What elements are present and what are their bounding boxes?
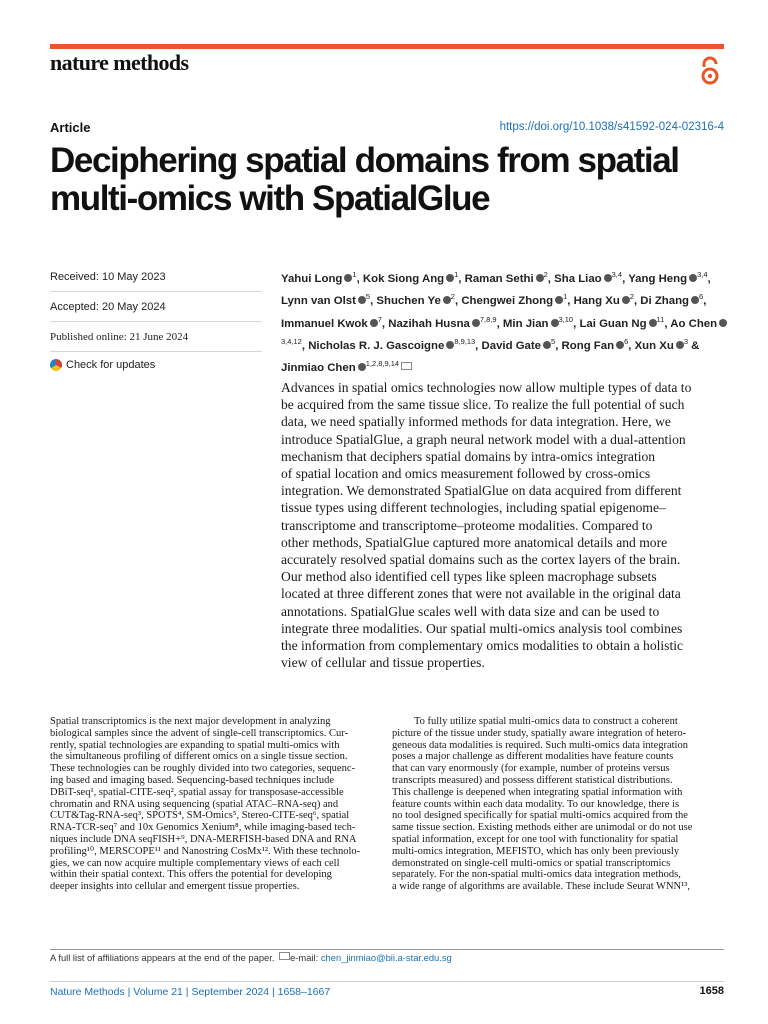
author[interactable] — [579, 314, 665, 330]
orcid-icon[interactable] — [555, 296, 563, 304]
text-line: the information from complementary omics modalities to obtain a holistic — [281, 638, 684, 654]
author-affiliation-sup: 3,4,12 — [281, 337, 302, 347]
author-separator: , — [496, 317, 503, 330]
author-separator: , — [370, 295, 377, 308]
author-separator: , — [622, 272, 629, 285]
author-separator: , — [703, 295, 707, 308]
text-line: that can vary enormously (for example, number of proteins versus — [392, 763, 670, 775]
text-line: profiling¹⁰, MERSCOPE¹¹ and Nanostring CosMx¹². With these technolo- — [50, 845, 361, 857]
author-affiliation-sup: 3 — [683, 337, 688, 347]
text-line: spatial information, except for one tool with functionality for spatial — [392, 833, 679, 845]
published-date: Published online: 21 June 2024 — [50, 322, 262, 352]
orcid-icon[interactable] — [472, 319, 480, 327]
author[interactable] — [388, 314, 497, 330]
author-name: Lynn van Olst — [281, 295, 356, 308]
text-line: deeper insights into cellular and emergent tissue properties. — [50, 881, 300, 893]
orcid-icon[interactable] — [676, 341, 684, 349]
author[interactable] — [464, 270, 548, 285]
text-line: ing based and imaging based. Sequencing-based techniques include — [50, 774, 335, 786]
accepted-date: Accepted: 20 May 2024 — [50, 292, 262, 322]
text-line: same tissue section. Existing methods either are unimodal or do not use — [392, 822, 693, 834]
orcid-icon[interactable] — [370, 319, 378, 327]
orcid-icon[interactable] — [604, 274, 612, 282]
footer-divider — [50, 981, 724, 982]
author-affiliation-sup: 6 — [624, 337, 629, 347]
text-line: Spatial transcriptomics is the next major development in analyzing — [50, 716, 331, 727]
article-type-label: Article — [50, 120, 91, 135]
author[interactable] — [281, 292, 371, 308]
text-line: CUT&Tag-RNA-seq³, SPOTS⁴, SM-Omics⁵, Stereo-CITE-seq⁶, spatial — [50, 810, 350, 822]
page-number: 1658 — [699, 985, 724, 997]
text-line: transcriptome and transcriptome–proteome modalities. Compared to — [281, 517, 653, 533]
author[interactable] — [561, 337, 629, 352]
orcid-icon[interactable] — [358, 363, 366, 371]
text-line: poses a major challenge as different modalities have feature counts — [392, 751, 674, 763]
orcid-icon[interactable] — [446, 274, 454, 282]
author-separator: & — [687, 339, 700, 352]
orcid-icon[interactable] — [691, 296, 699, 304]
author-separator: , — [633, 295, 641, 308]
text-line: geneous data modalities is required. Such multi-omics data integration — [392, 739, 688, 751]
author-affiliation-sup: 5 — [551, 337, 556, 347]
author-separator: , — [567, 295, 574, 308]
received-date: Received: 10 May 2023 — [50, 262, 262, 292]
email-label: e-mail: — [290, 952, 319, 963]
header-accent-bar — [50, 44, 724, 49]
author-name: Sha Liao — [554, 272, 602, 285]
author-affiliation-sup: 5 — [365, 292, 371, 302]
author[interactable] — [628, 270, 708, 285]
check-updates-label: Check for updates — [66, 359, 156, 371]
author-affiliation-sup: 2 — [450, 292, 455, 302]
check-updates-button[interactable] — [50, 352, 262, 378]
text-line: tissue types using different technologies, including spatial epigenome– — [281, 500, 666, 516]
author-name: Yang Heng — [628, 272, 688, 285]
author-name: Nazihah Husna — [388, 317, 470, 330]
text-line: the simultaneous profiling of different omics on a single tissue section. — [50, 751, 348, 763]
author-name: Nicholas R. J. Gascoigne — [308, 339, 445, 352]
text-line: DBiT-seq¹, spatial-CITE-seq², spatial assay for transposase-accessible — [50, 786, 344, 798]
author[interactable] — [634, 337, 688, 352]
author-affiliation-sup: 7 — [377, 314, 382, 324]
author-separator: , — [454, 295, 462, 308]
author-affiliation-sup: 2 — [543, 270, 548, 279]
author-separator: , — [628, 339, 635, 352]
author[interactable] — [281, 270, 357, 285]
author-separator: , — [458, 272, 465, 285]
author-name: Shuchen Ye — [376, 295, 441, 308]
check-updates-icon — [50, 359, 62, 371]
text-line: separately. For the non-spatial multi-omics data integration methods, — [392, 869, 681, 881]
author[interactable] — [573, 292, 634, 308]
author[interactable] — [376, 292, 455, 308]
author-affiliation-sup: 2 — [629, 292, 634, 302]
text-line: a wide range of algorithms are available. These include Seurat WNN¹³, — [392, 881, 691, 893]
text-line: integrate three modalities. Our spatial multi-omics analysis tool combines — [281, 620, 683, 636]
author-name: Lai Guan Ng — [579, 317, 647, 330]
author-separator: , — [573, 317, 580, 330]
author-separator: , — [555, 339, 562, 352]
text-line: Advances in spatial omics technologies now allow multiple types of data to — [281, 380, 692, 395]
affiliations-note — [50, 952, 452, 963]
text-line: rently, spatial technologies are expanding to spatial multi-omics with — [50, 739, 340, 751]
author-name: Min Jian — [502, 317, 549, 330]
author-name: Di Zhang — [640, 295, 690, 308]
text-line: demonstrated on single-cell multi-omics or spatial transcriptomics — [392, 857, 671, 869]
orcid-icon[interactable] — [358, 296, 366, 304]
author-separator: , — [475, 339, 482, 352]
author[interactable] — [362, 270, 459, 285]
article-title — [50, 142, 730, 218]
orcid-icon[interactable] — [719, 319, 727, 327]
text-line: picture of the tissue under study, spatially aware integration of hetero- — [392, 727, 687, 739]
author-name: Hang Xu — [573, 295, 620, 308]
email-link[interactable]: chen_jinmiao@bii.a-star.edu.sg — [320, 952, 452, 963]
author-affiliation-sup: 1 — [563, 292, 568, 302]
author-separator: , — [381, 317, 389, 330]
author-list — [281, 266, 731, 378]
text-line: introduce SpatialGlue, a graph neural network model with a dual-attention — [281, 431, 686, 447]
author-affiliation-sup: 11 — [656, 314, 665, 324]
author[interactable] — [281, 314, 382, 330]
text-line: accurately resolved spatial domains such as the cortex layers of the brain. — [281, 552, 681, 568]
orcid-icon[interactable] — [551, 319, 559, 327]
text-line: To fully utilize spatial multi-omics data to construct a coherent — [414, 716, 678, 727]
body-column-right — [392, 716, 724, 893]
text-line: chromatin and RNA using sequencing (spatial ATAC–RNA-seq) and — [50, 798, 339, 810]
text-line: biological samples since the advent of single-cell transcriptomics. Cur- — [50, 727, 349, 739]
open-access-icon — [698, 56, 722, 86]
text-line: multi-omics integration, MEFISTO, which has only been previously — [392, 845, 680, 857]
author-affiliation-sup: 3,4 — [697, 270, 708, 279]
author-separator: , — [356, 272, 363, 285]
orcid-icon[interactable] — [649, 319, 657, 327]
author-name: Kok Siong Ang — [362, 272, 445, 285]
author-affiliation-sup: 3,4 — [611, 270, 623, 279]
orcid-icon[interactable] — [543, 341, 551, 349]
author-name: Rong Fan — [561, 339, 615, 352]
orcid-icon[interactable] — [616, 341, 624, 349]
text-line: within their spatial context. This offers the potential for developing — [50, 869, 332, 881]
author-separator: , — [664, 317, 671, 330]
footnote-divider — [50, 949, 724, 950]
text-line: This challenge is deepened when integrating spatial information with — [392, 786, 683, 798]
text-line: view of cellular and tissue properties. — [281, 655, 485, 671]
text-line: niques include DNA seqFISH+⁹, DNA-MERFISH-based DNA and RNA — [50, 833, 357, 845]
orcid-icon[interactable] — [443, 296, 451, 304]
author-name: Xun Xu — [634, 339, 674, 352]
author-name: Chengwei Zhong — [461, 295, 554, 308]
text-line: integration. We demonstrated SpatialGlue on data acquired from different — [281, 483, 682, 499]
text-line: be acquired from the same tissue slice. To realize the full potential of such — [281, 397, 685, 413]
author-affiliation-sup: 8,9,13 — [454, 337, 476, 347]
orcid-icon[interactable] — [536, 274, 544, 282]
abstract — [281, 379, 721, 671]
text-line: transcripts measured) and possess different statistical distributions. — [392, 774, 673, 786]
footer-citation: Nature Methods | Volume 21 | September 2024 | 1658–1667 — [50, 986, 331, 998]
journal-name: nature methods — [50, 50, 189, 75]
orcid-icon[interactable] — [622, 296, 630, 304]
envelope-icon — [279, 952, 290, 960]
author-name: Yahui Long — [281, 272, 343, 285]
author-affiliation-sup: 6 — [699, 292, 704, 302]
text-line: located at three different zones that were not available in the original data — [281, 586, 681, 602]
author[interactable] — [281, 359, 400, 375]
author-affiliation-sup: 1 — [454, 270, 459, 279]
author[interactable] — [461, 292, 568, 308]
author-separator: , — [301, 339, 309, 352]
text-line: gies, we can now acquire multiple complementary views of each cell — [50, 857, 340, 869]
author-name: Jinmiao Chen — [281, 362, 356, 375]
author-affiliation-sup: 1 — [352, 270, 357, 279]
author-separator: , — [547, 272, 555, 285]
article-history — [50, 262, 262, 378]
text-line: other methods, SpatialGlue captured more anatomical details and more — [281, 534, 668, 550]
affiliations-text: A full list of affiliations appears at the end of the paper. — [50, 952, 275, 963]
author[interactable] — [640, 292, 704, 308]
text-line: feature counts within each data modality. To our knowledge, there is — [392, 798, 680, 810]
body-column-left — [50, 716, 380, 893]
orcid-icon[interactable] — [689, 274, 697, 282]
author[interactable] — [554, 270, 623, 285]
author-separator: , — [707, 272, 711, 285]
text-line: of spatial location and omics measurement followed by cross-omics — [281, 466, 651, 482]
author-affiliation-sup: 7,8,9 — [479, 314, 497, 324]
author-affiliation-sup: 1,2,8,9,14 — [365, 359, 400, 369]
text-line: These technologies can be roughly divided into two categories, sequenc- — [50, 763, 355, 775]
author[interactable] — [308, 337, 476, 352]
author-name: David Gate — [481, 339, 542, 352]
author-name: Raman Sethi — [464, 272, 534, 285]
doi-link[interactable]: https://doi.org/10.1038/s41592-024-02316-4 — [499, 121, 724, 133]
author[interactable] — [481, 337, 556, 352]
text-line: no tool designed specifically for spatial multi-omics acquired from the — [392, 810, 688, 822]
author-name: Ao Chen — [670, 317, 718, 330]
author[interactable] — [502, 314, 574, 330]
title-line: multi-omics with SpatialGlue — [50, 179, 490, 218]
text-line: data, we need spatially informed methods for data integration. Here, we — [281, 414, 671, 430]
text-line: Our method also identified cell types like spleen macrophage subsets — [281, 569, 657, 585]
text-line: RNA-TCR-seq⁷ and 10x Genomics Xenium⁸, while imaging-based tech- — [50, 822, 356, 834]
envelope-icon[interactable] — [401, 362, 412, 370]
title-line: Deciphering spatial domains from spatial — [50, 141, 679, 180]
text-line: mechanism that deciphers spatial domains by intra-omics integration — [281, 448, 656, 464]
author-affiliation-sup: 3,10 — [558, 314, 574, 324]
author-name: Immanuel Kwok — [281, 317, 368, 330]
text-line: annotations. SpatialGlue scales well with data size and can be used to — [281, 603, 660, 619]
